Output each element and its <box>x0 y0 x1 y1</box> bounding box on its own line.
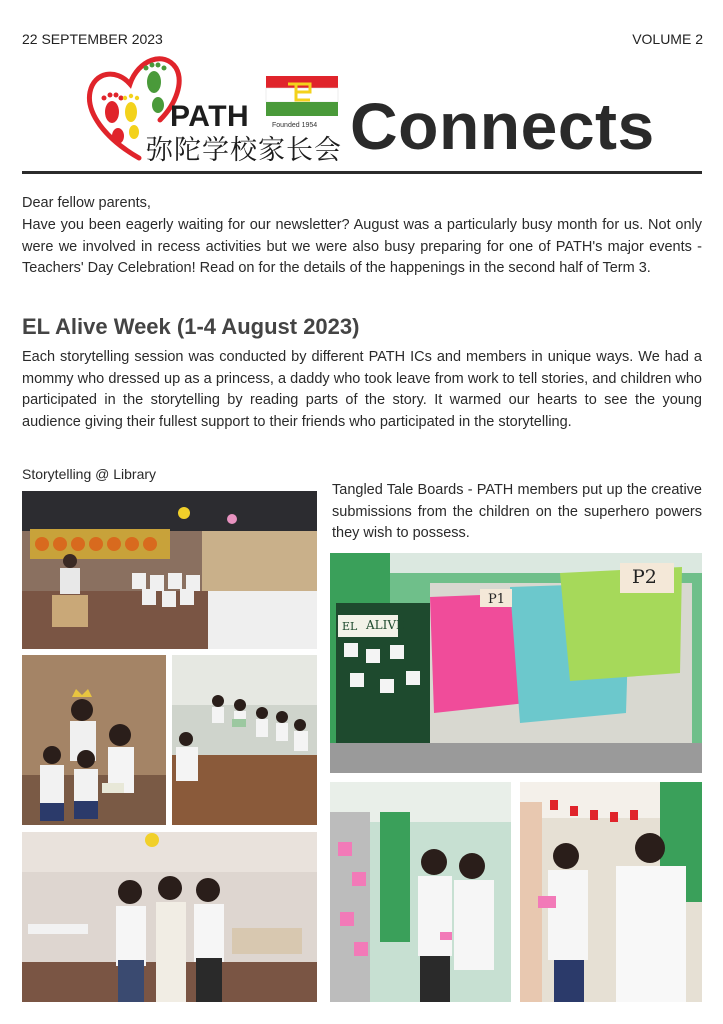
photo-parents-group <box>22 832 317 1002</box>
photo-children-reading <box>172 655 317 825</box>
letter-body: Have you been eagerly waiting for our newsletter? August was a particularly busy month for us. Not only were we involved in recess activities but we were also busy preparing for one of PATH's major events - Teachers' Day Celebration! Read on for the details of the happenings in the second half of Term 3. <box>22 217 702 276</box>
photo-members-posting-notes-2 <box>520 782 702 1002</box>
library-caption: Storytelling @ Library <box>22 466 157 482</box>
section-title: EL Alive Week (1-4 August 2023) <box>22 314 360 339</box>
logo-chinese-text: 弥陀学校家长会 <box>146 135 342 166</box>
board-label-el: EL <box>342 620 358 633</box>
section-body: Each storytelling session was conducted by different PATH ICs and members in unique ways. We had a mommy who dressed up as a princess, a daddy who took leave from work to tell stories, and children who participated in the storytelling by reading parts of the story. It warmed our hearts to see the young audience giving their fullest support to their friends who participated in the storytelling. <box>22 349 702 430</box>
board-label-p1: P1 <box>488 592 506 607</box>
photo-members-posting-notes-1 <box>330 782 511 1002</box>
photo-library-storytelling <box>22 491 317 649</box>
board-label-alive: ALIVE <box>366 618 405 632</box>
letter-greeting: Dear fellow parents, <box>22 195 151 211</box>
photo-princess-storyteller <box>22 655 166 825</box>
logo-path-text: PATH <box>170 100 250 133</box>
newsletter-date: 22 SEPTEMBER 2023 <box>22 31 163 47</box>
newsletter-volume: VOLUME 2 <box>632 31 703 47</box>
logo-founded-text: Founded 1954 <box>272 122 318 129</box>
newsletter-title: Connects <box>350 89 655 163</box>
tangled-tale-caption: Tangled Tale Boards - PATH members put up the creative submissions from the children on the superhero powers they wish to possess. <box>332 482 702 541</box>
header-divider <box>22 171 702 174</box>
board-label-p2: P2 <box>632 566 657 588</box>
